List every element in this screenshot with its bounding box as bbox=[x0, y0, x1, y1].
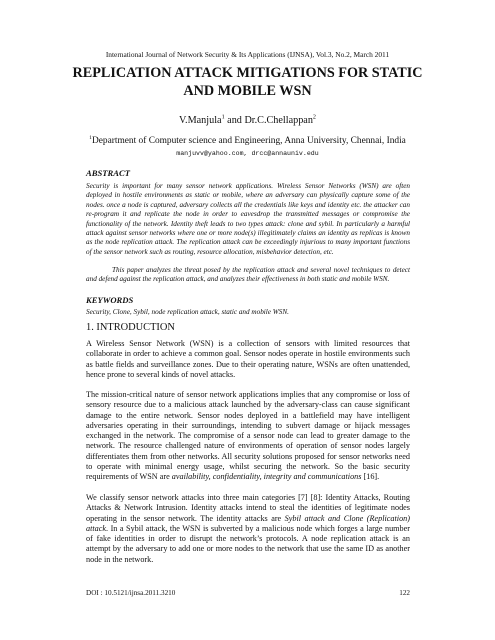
keywords-text: Security, Clone, Sybil, node replication attack, static and mobile WSN. bbox=[86, 308, 289, 316]
author-2-sup: 2 bbox=[312, 114, 316, 121]
author-emails: manjuvv@yahoo.com, drcc@annauniv.edu bbox=[176, 150, 319, 157]
abstract-paragraph-2: This paper analyzes the threat posed by the replication attack and several novel techniques to detect and defend against the replication attack, and analyzes their effectiveness in both static and mobile WSN. bbox=[86, 266, 410, 284]
intro-p2-emphasis: availability, confidentiality, integrity and communications bbox=[171, 472, 362, 482]
journal-header: International Journal of Network Security & Its Applications (IJNSA), Vol.3, No.2, March 2011 bbox=[105, 50, 390, 59]
author-1-sup: 1 bbox=[221, 114, 225, 121]
intro-p2-end: [16]. bbox=[361, 472, 380, 482]
authors bbox=[0, 115, 495, 126]
abstract-paragraph-1: Security is important for many sensor network applications. Wireless Sensor Networks (WSN) are often deployed in hostile environments as static or mobile, where an adversary can physically capture some of the nodes. once a node is captured, adversary collects all the credentials like keys and identity etc. the attacker can re-program it and replicate the node in order to eavesdrop the transmitted messages or compromise the functionality of the network. Identity theft leads to two types attack: clone and sybil. In particularly a harmful attack against sensor networks where one or more node(s) illegitimately claims an identity as replicas is known as the node replication attack. The replication attack can be exceedingly injurious to many important functions of the sensor network such as routing, resource allocation, misbehavior detection, etc. bbox=[86, 182, 410, 256]
section-number: 1. bbox=[86, 322, 97, 333]
title-line-2: AND MOBILE WSN bbox=[183, 83, 312, 99]
affiliation-sup: 1 bbox=[89, 134, 92, 141]
author-connector: and bbox=[224, 115, 245, 126]
footer-doi: DOI : 10.5121/ijnsa.2011.3210 bbox=[86, 589, 176, 597]
introduction-heading bbox=[86, 322, 175, 333]
title-line-1: REPLICATION ATTACK MITIGATIONS FOR STATIC bbox=[72, 65, 423, 81]
intro-paragraph-2 bbox=[86, 390, 410, 483]
abstract-heading: ABSTRACT bbox=[86, 168, 130, 178]
intro-p2-main: The mission-critical nature of sensor network applications implies that any compromise or loss of sensory resource due to a malicious attack launched by the adversary-class can cause significant damage to the entire network. Sensor nodes deployed in a battlefield may have intelligent adversaries operating in their surroundings, intending to subvert damage or hijack messages exchanged in the network. The compromise of a sensor node can lead to greater damage to the network. The resource challenged nature of environments of operation of sensor nodes largely differentiates them from other networks. All security solutions proposed for sensor networks need to operate with minimal energy usage, whilst securing the network. So the basic security requirements of WSN are bbox=[86, 390, 410, 482]
section-title: INTRODUCTION bbox=[96, 322, 175, 333]
intro-p3-emphasis: Sybil attack and Clone (Replication) attack bbox=[86, 513, 410, 533]
affiliation-text: Department of Computer science and Engineering, Anna University, Chennai, India bbox=[91, 136, 406, 146]
keywords-heading: KEYWORDS bbox=[86, 295, 134, 305]
intro-p3-b: . In a Sybil attack, the WSN is subverted by a malicious node which forges a large number of fake identities in order to disrupt the network’s protocols. A node replication attack is an attempt by the adversary to add one or more nodes to the network that use the same ID as another node in the network. bbox=[86, 523, 410, 564]
intro-paragraph-1: A Wireless Sensor Network (WSN) is a collection of sensors with limited resources that collaborate in order to achieve a common goal. Sensor nodes operate in hostile environments such as battle fields and surveillance zones. Due to their operating nature, WSNs are often unattended, hence prone to several kinds of novel attacks. bbox=[86, 339, 410, 379]
paper-title bbox=[60, 64, 435, 100]
author-2: Dr.C.Chellappan bbox=[244, 115, 313, 126]
page-number: 122 bbox=[399, 589, 410, 597]
author-1: V.Manjula bbox=[179, 115, 222, 126]
intro-p3-a: We classify sensor network attacks into three main categories [7] [8]: Identity Attacks, Routing Attacks & Network Intrusion. Identity attacks intend to steal the identities of legitimate nodes operating in the sensor network. The identity attacks are bbox=[86, 493, 410, 523]
affiliation bbox=[0, 136, 495, 146]
intro-paragraph-3 bbox=[86, 493, 410, 565]
